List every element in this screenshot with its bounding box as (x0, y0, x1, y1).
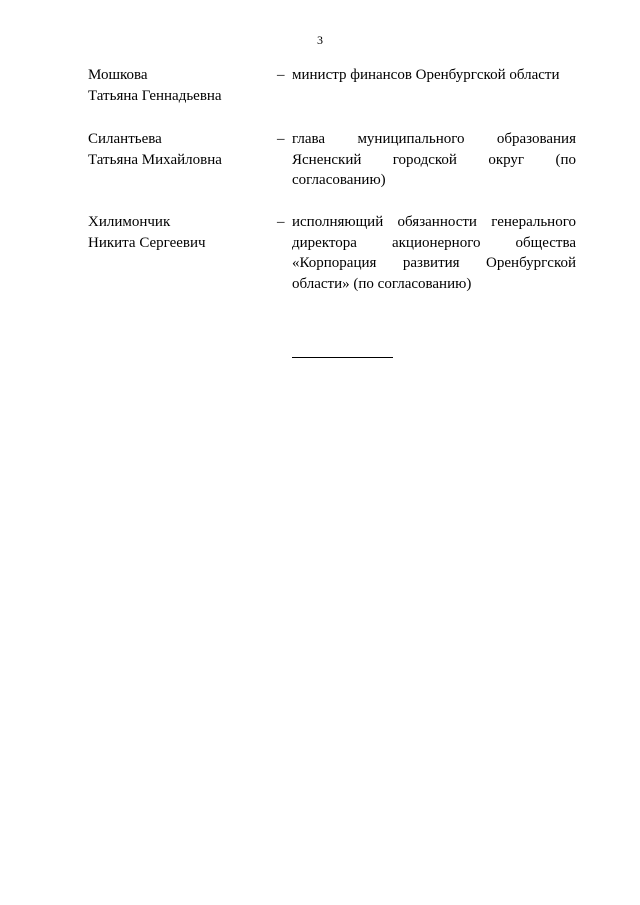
member-name (88, 212, 268, 253)
dash-separator: – (277, 67, 285, 83)
member-position: глава муниципального образования Ясненский городской округ (по согласованию) (292, 131, 576, 188)
closing-divider-line (292, 357, 393, 358)
member-given-names: Татьяна Михайловна (88, 151, 222, 168)
member-position: министр финансов Оренбургской области (292, 67, 560, 83)
member-name (88, 65, 268, 106)
member-given-names: Татьяна Геннадьевна (88, 87, 222, 104)
member-surname: Силантьева (88, 131, 162, 147)
page-number: 3 (317, 33, 323, 47)
dash-separator: – (277, 131, 285, 147)
member-name (88, 129, 268, 170)
member-position: исполняющий обязанности генерального директора акционерного общества «Корпорация развития Оренбургской области» (по согласованию) (292, 214, 576, 292)
member-surname: Хилимончик (88, 214, 171, 230)
dash-separator: – (277, 214, 285, 230)
member-surname: Мошкова (88, 67, 148, 83)
member-given-names: Никита Сергеевич (88, 234, 206, 251)
